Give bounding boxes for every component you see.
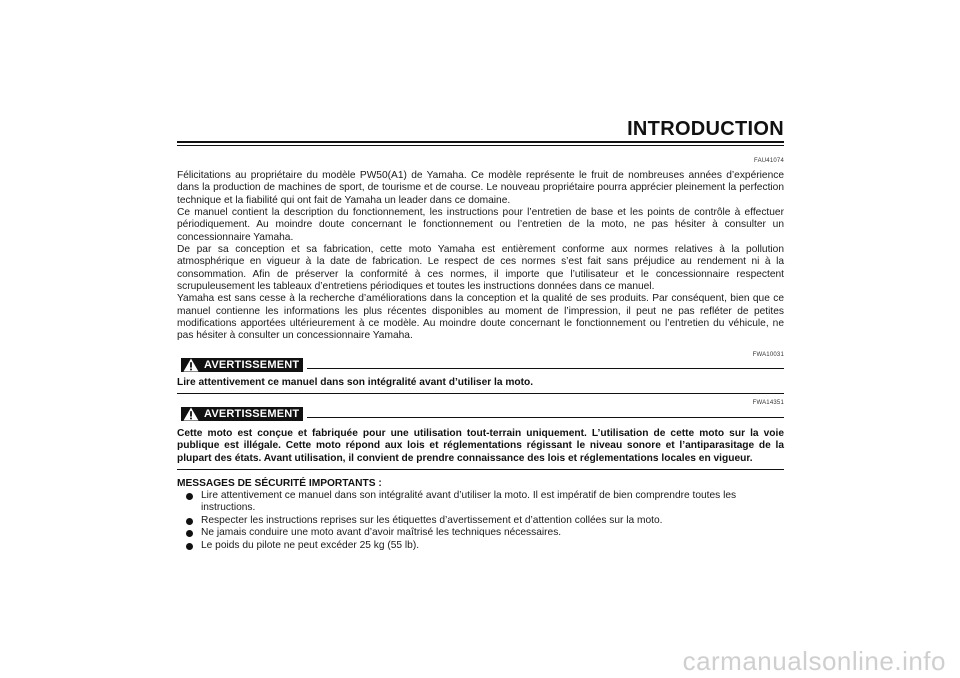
warning-triangle-icon — [183, 407, 199, 421]
bullet-icon — [186, 493, 193, 500]
warning1-ref-code: FWA10031 — [752, 352, 784, 358]
watermark: carmanualsonline.info — [682, 646, 946, 676]
warning1-badge — [181, 358, 303, 372]
safety-list — [177, 490, 784, 552]
warning2-bottom-rule — [177, 469, 784, 470]
intro-text — [177, 170, 784, 343]
title-rule-thick — [177, 141, 784, 143]
warning2-text: Cette moto est conçue et fabriquée pour une utilisation tout-terrain uniquement. L’utilisation de cette moto sur la voie publique est illégale. Cette moto répond aux lois et réglementations régissant le niveau sonore et l’antiparasitage de la plupart des états. Avant utilisation, il convient de prendre connaissance des lois et réglementations locales en vigueur. — [177, 428, 784, 464]
warning2-badge — [181, 407, 303, 421]
intro-paragraph: De par sa conception et sa fabrication, cette moto Yamaha est entièrement conforme aux normes relatives à la pollution atmosphérique en vigueur à la date de fabrication. Le respect de ces normes s’est fait sans préjudice au rendement ni à la consommation. Afin de préserver la conformité à ces normes, il importe que l’utilisateur et le concessionnaire respectent scrupuleusement les tableaux d’entretiens périodiques et toutes les instructions données dans ce manuel. — [177, 244, 784, 293]
bullet-icon — [186, 530, 193, 537]
safety-title: MESSAGES DE SÉCURITÉ IMPORTANTS : — [177, 478, 382, 489]
warning2-rule — [307, 417, 784, 418]
warning1-bottom-rule — [177, 393, 784, 394]
manual-page — [177, 0, 784, 678]
list-item: Le poids du pilote ne peut excéder 25 kg (55 lb). — [177, 540, 784, 552]
warning1-header — [177, 358, 784, 374]
intro-paragraph: Yamaha est sans cesse à la recherche d’améliorations dans la conception et la qualité de ses produits. Par conséquent, bien que ce manuel contienne les informations les plus récentes disponibles au moment de l’impression, il peut ne pas refléter de petites modifications apportées ultérieurement à ce modèle. Au moindre doute concernant le fonctionnement ou l’entretien du véhicule, ne pas hésiter à consulter un concessionnaire Yamaha. — [177, 293, 784, 342]
warning1-text: Lire attentivement ce manuel dans son intégralité avant d’utiliser la moto. — [177, 377, 534, 388]
intro-ref-code: FAU41074 — [754, 158, 784, 164]
warning-triangle-icon — [183, 358, 199, 372]
bullet-icon — [186, 518, 193, 525]
list-item: Respecter les instructions reprises sur les étiquettes d’avertissement et d’attention collées sur la moto. — [177, 515, 784, 527]
warning1-label: AVERTISSEMENT — [204, 359, 300, 371]
list-item: Ne jamais conduire une moto avant d’avoir maîtrisé les techniques nécessaires. — [177, 527, 784, 539]
warning1-rule — [307, 368, 784, 369]
warning2-label: AVERTISSEMENT — [204, 408, 300, 420]
title-rule-thin — [177, 145, 784, 146]
warning2-ref-code: FWA14351 — [752, 400, 784, 406]
warning2-header — [177, 407, 784, 423]
intro-paragraph: Ce manuel contient la description du fonctionnement, les instructions pour l’entretien de base et les points de contrôle à effectuer périodiquement. Au moindre doute concernant le fonctionnement ou l’entretien de la moto, ne pas hésiter à consulter un concessionnaire Yamaha. — [177, 207, 784, 243]
bullet-icon — [186, 543, 193, 550]
intro-paragraph: Félicitations au propriétaire du modèle PW50(A1) de Yamaha. Ce modèle représente le fruit de nombreuses années d’expérience dans la production de machines de sport, de tourisme et de course. Le nouveau propriétaire pourra apprécier pleinement la perfection technique et la fiabilité qui ont fait de Yamaha un leader dans ce domaine. — [177, 170, 784, 206]
list-item: Lire attentivement ce manuel dans son intégralité avant d’utiliser la moto. Il est impératif de bien comprendre toutes les instructions. — [177, 490, 784, 515]
page-title: INTRODUCTION — [627, 118, 784, 140]
